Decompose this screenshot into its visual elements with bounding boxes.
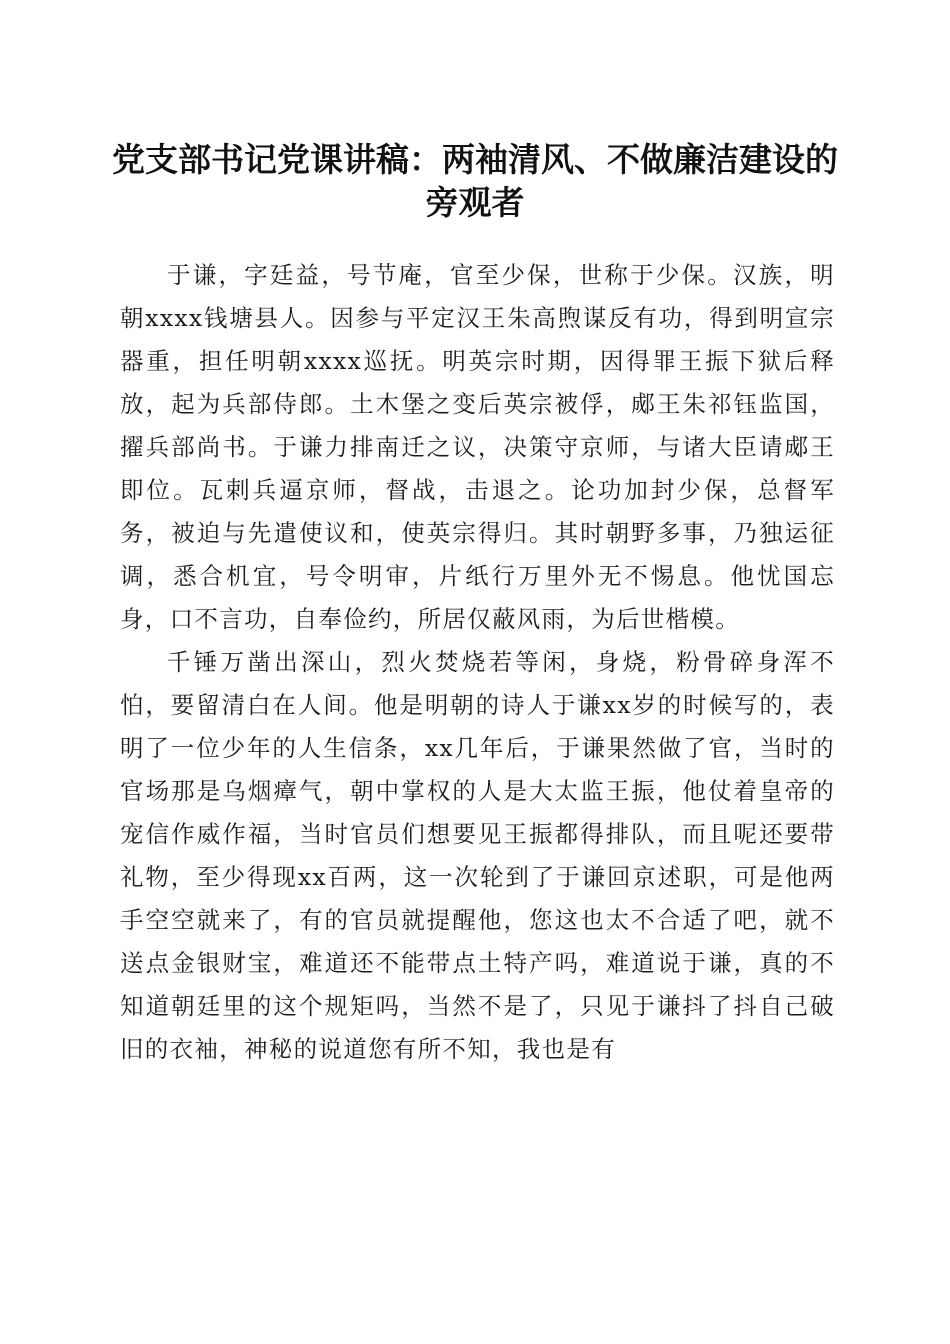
paragraph-1: 于谦，字廷益，号节庵，官至少保，世称于少保。汉族，明朝xxxx钱塘县人。因参与平定汉王朱高煦谋反有功，得到明宣宗器重，担任明朝xxxx巡抚。明英宗时期，因得罪王振下狱后释放，起为兵部侍郎。土木堡之变后英宗被俘，郕王朱祁钰监国，擢兵部尚书。于谦力排南迁之议，决策守京师，与诸大臣请郕王即位。瓦剌兵逼京师，督战，击退之。论功加封少保，总督军务，被迫与先遣使议和，使英宗得归。其时朝野多事，乃独运征调，悉合机宜，号令明审，片纸行万里外无不惕息。他忧国忘身，口不言功，自奉俭约，所居仅蔽风雨，为后世楷模。	[120, 261, 835, 633]
document-body	[120, 254, 835, 1071]
document-title: 党支部书记党课讲稿：两袖清风、不做廉洁建设的旁观者	[112, 140, 838, 222]
paragraph-2: 千锤万凿出深山，烈火焚烧若等闲，身烧，粉骨碎身浑不怕，要留清白在人间。他是明朝的诗人于谦xx岁的时候写的，表明了一位少年的人生信条，xx几年后，于谦果然做了官，当时的官场那是乌烟瘴气，朝中掌权的人是大太监王振，他仗着皇帝的宠信作威作福，当时官员们想要见王振都得排队，而且呢还要带礼物，至少得现xx百两，这一次轮到了于谦回京述职，可是他两手空空就来了，有的官员就提醒他，您这也太不合适了吧，就不送点金银财宝，难道还不能带点土特产吗，难道说于谦，真的不知道朝廷里的这个规矩吗，当然不是了，只见于谦抖了抖自己破旧的衣袖，神秘的说道您有所不知，我也是有	[120, 648, 835, 1063]
